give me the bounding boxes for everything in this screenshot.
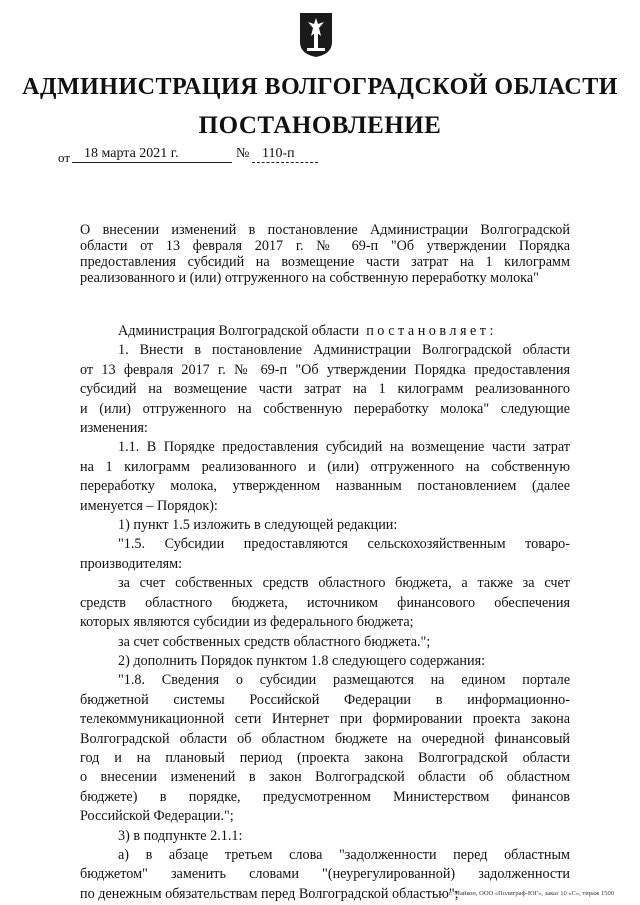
body-line: по денежным обязательствам перед Волгоградской областью"; [80, 885, 459, 902]
body-line: на 1 килограмм реализованного и (или) отгруженного на собственную [80, 458, 570, 475]
body-line: бюджетом" заменить словами "(неурегулированной) задолженности [80, 866, 570, 883]
body-line: за счет собственных средств областного бюджета."; [118, 633, 431, 650]
body-line: производителям: [80, 555, 183, 572]
body-line: 1.1. В Порядке предоставления субсидий на возмещение части затрат [118, 439, 570, 456]
body-line: "1.5. Субсидии предоставляются сельскохозяйственным товаро- [118, 536, 570, 553]
body-line: изменения: [80, 420, 148, 437]
subject-line: предоставления субсидий на возмещение части затрат на 1 килограмм [80, 254, 570, 270]
body-line: Волгоградской области об областном бюджете на очередной финансовый [80, 730, 570, 747]
body-line: которых являются субсидии из федерального бюджета; [80, 614, 414, 631]
body-line: бюджетной системы Российской Федерации в информационно- [80, 691, 570, 708]
body-line: именуется – Порядок): [80, 497, 218, 514]
subject-line: области от 13 февраля 2017 г. № 69-п "Об утверждении Порядка [80, 238, 570, 254]
body-line: за счет собственных средств областного бюджета, а также за счет [118, 575, 570, 592]
body-line: о внесении изменений в закон Волгоградской области об областном [80, 769, 570, 786]
body-line: переработку молока, утвержденном названным постановлением (далее [80, 478, 570, 495]
body-line: 2) дополнить Порядок пунктом 1.8 следующего содержания: [118, 652, 486, 669]
body-line: субсидий на возмещение части затрат на 1 килограмм реализованного [80, 381, 570, 398]
document-subject [80, 222, 570, 286]
body-line: 3) в подпункте 2.1.1: [118, 827, 243, 844]
document-type-title: ПОСТАНОВЛЕНИЕ [198, 112, 442, 139]
body-line: бюджете) в порядке, предусмотренном Министерством финансов [80, 788, 570, 805]
intro-decree-word: постановляет: [366, 323, 497, 339]
body-line: 1. Внести в постановление Администрации Волгоградской области [118, 342, 570, 359]
document-body [80, 322, 570, 904]
body-line: "1.8. Сведения о субсидии размещаются на едином портале [118, 672, 570, 689]
body-line: средств областного бюджета, источником финансового обеспечения [80, 594, 570, 611]
body-line: от 13 февраля 2017 г. № 69-п "Об утверждении Порядка предоставления [80, 361, 570, 378]
body-line: Российской Федерации."; [80, 808, 234, 825]
printer-imprint: г. Майкоп, ООО «Полиграф-ЮГ», заказ 10 «С», тираж 1500 [449, 890, 614, 897]
number-underline [252, 162, 318, 163]
body-line: а) в абзаце третьем слова "задолженности перед областным [118, 846, 570, 863]
body-line: телекоммуникационной сети Интернет при формировании проекта закона [80, 711, 570, 728]
subject-line: реализованного и (или) отгруженного на собственную переработку молока" [80, 270, 539, 286]
date-label: от [58, 150, 71, 165]
coat-of-arms-icon [299, 12, 333, 58]
intro-line [80, 322, 570, 341]
subject-line: О внесении изменений в постановление Администрации Волгоградской [80, 222, 570, 238]
intro-text: Администрация Волгоградской области [118, 323, 360, 339]
agency-name: АДМИНИСТРАЦИЯ ВОЛГОГРАДСКОЙ ОБЛАСТИ [22, 74, 618, 100]
body-line: год и на плановый период (проекта закона Волгоградской области [80, 749, 570, 766]
date-underline [72, 162, 232, 163]
body-line: 1) пункт 1.5 изложить в следующей редакции: [118, 517, 398, 534]
number-label: № [236, 146, 250, 161]
document-number: 110-п [262, 146, 295, 161]
body-line: и (или) отгруженного на собственную переработку молока" следующие [80, 400, 570, 417]
document-date: 18 марта 2021 г. [84, 146, 179, 161]
